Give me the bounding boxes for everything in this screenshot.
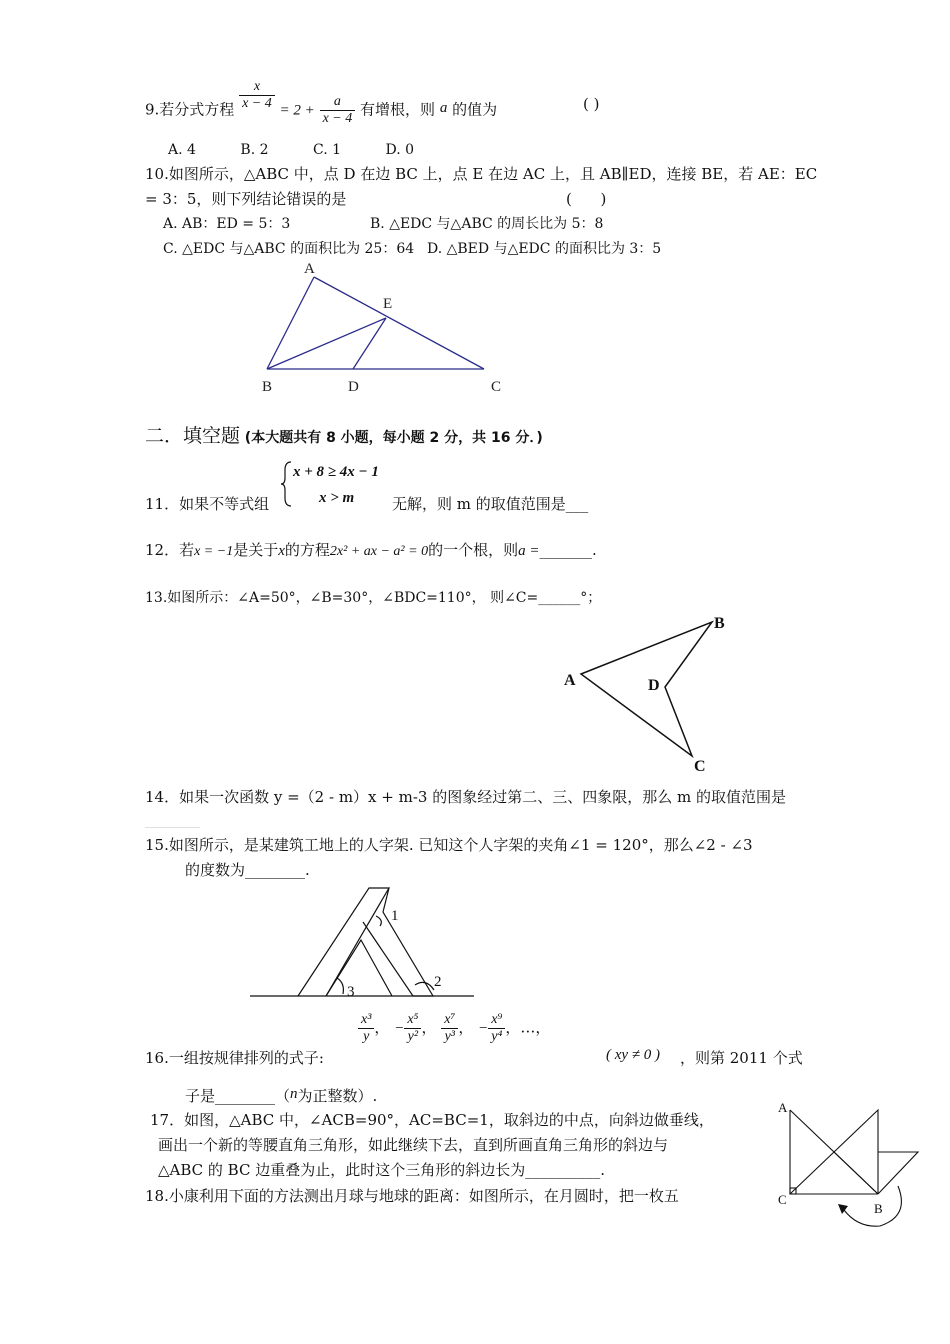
q13-quadrilateral (581, 622, 712, 756)
label-b: B (714, 615, 725, 632)
label-a: A (778, 1100, 788, 1115)
q17-line2: 画出一个新的等腰直角三角形，如此继续下去，直到所画直角三角形的斜边与 (158, 1136, 669, 1154)
q10-line2: = 3：5，则下列结论错误的是 (145, 190, 347, 208)
inner-arch (326, 940, 392, 996)
q16-term-4 (488, 1012, 505, 1045)
q9-suffix2: 的值为 (452, 100, 498, 119)
q10-triangle-figure (255, 258, 515, 398)
right-leg (363, 888, 433, 996)
q16-term-3 (441, 1012, 458, 1045)
label-a: A (304, 261, 315, 277)
q9-answer-paren: ( ) (583, 95, 600, 113)
q15-line1: 15.如图所示，是某建筑工地上的人字架. 已知这个人字架的夹角∠1 = 120°，那么∠2 - ∠3 (145, 836, 753, 854)
q16-prefix: 16.一组按规律排列的式子: (145, 1049, 324, 1067)
q10-option-a: A. AB：ED = 5：3 (163, 216, 291, 232)
q14-blank: __________ (145, 815, 200, 828)
q11-suffix: 无解，则 m 的取值范围是___ (392, 495, 589, 513)
q9-var-a: a (439, 99, 448, 116)
section-2-title: 二．填空题 (145, 425, 241, 447)
rotation-arc (844, 1186, 901, 1226)
label-d: D (648, 677, 660, 694)
term4-den: y⁴ (491, 1029, 503, 1044)
segment-ac (314, 277, 484, 369)
q12-text3: 的方程 (284, 541, 330, 559)
q16-ellipsis: ，…， (505, 1018, 551, 1037)
q17-line1: 17．如图，△ABC 中，∠ACB=90°，AC=BC=1，取斜边的中点，向斜边做垂线， (150, 1111, 714, 1129)
q11-brace (279, 460, 293, 508)
q9-fraction-1 (239, 79, 275, 112)
q9-options: A. 4 B. 2 C. 1 D. 0 (168, 142, 415, 158)
q9-line (145, 79, 498, 127)
q16-line2b: 为正整数）. (297, 1087, 378, 1105)
label-b: B (262, 379, 273, 395)
q13-dart-figure (555, 608, 735, 778)
term2-num: x⁵ (404, 1012, 421, 1029)
q16-term-2 (404, 1012, 421, 1045)
term1-num: x³ (358, 1012, 374, 1029)
term3-den: y³ (444, 1029, 455, 1044)
q9-middle: = 2 + (279, 102, 315, 119)
q13-text: 13.如图所示：∠A=50°，∠B=30°，∠BDC=110°， 则∠C=______°； (145, 590, 602, 606)
q10-answer-paren: ( ) (566, 190, 607, 208)
q9-fraction-2 (320, 94, 356, 127)
q9-frac2-den: x − 4 (322, 111, 353, 126)
term1-den: y (363, 1029, 370, 1044)
q16-term-1 (358, 1012, 374, 1045)
q9-frac2-num: a (320, 94, 356, 111)
angle-1-arc (376, 916, 381, 926)
term2-sign: − (394, 1020, 405, 1037)
angle-3-arc (337, 978, 343, 994)
q12-text2: 是关于 (233, 541, 279, 559)
label-3: 3 (347, 984, 355, 1000)
q17-line3: △ABC 的 BC 边重叠为止，此时这个三角形的斜边长为__________. (158, 1161, 605, 1179)
q14-text: 14．如果一次函数 y =（2 - m）x + m-3 的图象经过第二、三、四象限，那么 m 的取值范围是 (145, 788, 786, 806)
segment-be (267, 318, 386, 369)
label-1: 1 (391, 908, 399, 924)
label-c: C (491, 379, 502, 395)
label-c: C (694, 758, 706, 775)
q9-frac1-den: x − 4 (242, 96, 272, 111)
q9-frac1-num: x (239, 79, 275, 96)
new-triangle-3 (878, 1152, 918, 1194)
section-2-heading (145, 424, 543, 450)
label-2: 2 (434, 974, 442, 990)
label-a: A (564, 672, 576, 689)
term4-sign: − (478, 1020, 489, 1037)
label-d: D (348, 379, 359, 395)
q16-condition: ( xy ≠ 0 ) (606, 1047, 661, 1063)
q10-option-d: D. △BED 与△EDC 的面积比为 3：5 (427, 241, 662, 257)
q18-line1: 18.小康利用下面的方法测出月球与地球的距离：如图所示，在月圆时，把一枚五 (145, 1187, 679, 1205)
q16-line2 (185, 1086, 377, 1107)
q12-text4: 的一个根，则 (428, 541, 519, 559)
q12-eq1: x = −1 (194, 544, 234, 559)
term4-num: x⁹ (488, 1012, 505, 1029)
label-b: B (874, 1201, 883, 1216)
new-triangle-1 (790, 1152, 878, 1194)
q12-text1: 12．若 (145, 541, 195, 559)
q10-option-b: B. △EDC 与△ABC 的周长比为 5：8 (370, 216, 604, 232)
q12-blank: _______. (539, 541, 597, 559)
q12-line (145, 540, 597, 562)
q12-var: x (278, 543, 285, 559)
q9-suffix: 有增根，则 (360, 100, 436, 119)
q12-eq2: 2x² + ax − a² = 0 (329, 544, 429, 559)
q12-eq3: a = (518, 543, 540, 559)
term3-num: x⁷ (441, 1012, 458, 1029)
term2-den: y² (407, 1029, 419, 1044)
outer-left-leg (298, 888, 389, 996)
label-c: C (778, 1192, 787, 1207)
q15-ladder-figure (250, 882, 480, 1002)
q16-suffix: ，则第 2011 个式 (680, 1049, 803, 1067)
new-triangle-2 (834, 1110, 878, 1194)
angle-2-arc (415, 982, 434, 990)
q16-n: n (290, 1086, 298, 1102)
q10-line1: 10.如图所示，△ABC 中，点 D 在边 BC 上，点 E 在边 AC 上，且 AB∥ED，连接 BE，若 AE：EC (145, 165, 818, 183)
q11-system-line1: x + 8 ≥ 4x − 1 (293, 464, 379, 480)
q15-line2: 的度数为________. (185, 861, 310, 879)
q10-option-c: C. △EDC 与△ABC 的面积比为 25：64 (163, 241, 415, 257)
q16-sequence: $\frac{\text{x³}}{y}$ ， − $\frac{\text{x⁵}}{\text{y²}}$ ， $\frac{\text{x⁷}}{\text{y³}}$ ， − $\frac{\text{x⁹}}{\text{y⁴}}$ ，…， (358, 1012, 550, 1045)
q11-system-line2: x > m (319, 490, 355, 506)
q11-prefix: 11．如果不等式组 (145, 495, 270, 513)
q16-line2a: 子是________（ (185, 1087, 291, 1105)
label-e: E (383, 296, 393, 312)
section-2-note: (本大题共有 8 小题，每小题 2 分，共 16 分．) (244, 430, 543, 446)
segment-ab (267, 277, 314, 369)
q17-triangle-figure (770, 1098, 930, 1228)
q9-prefix: 9.若分式方程 (145, 100, 235, 119)
